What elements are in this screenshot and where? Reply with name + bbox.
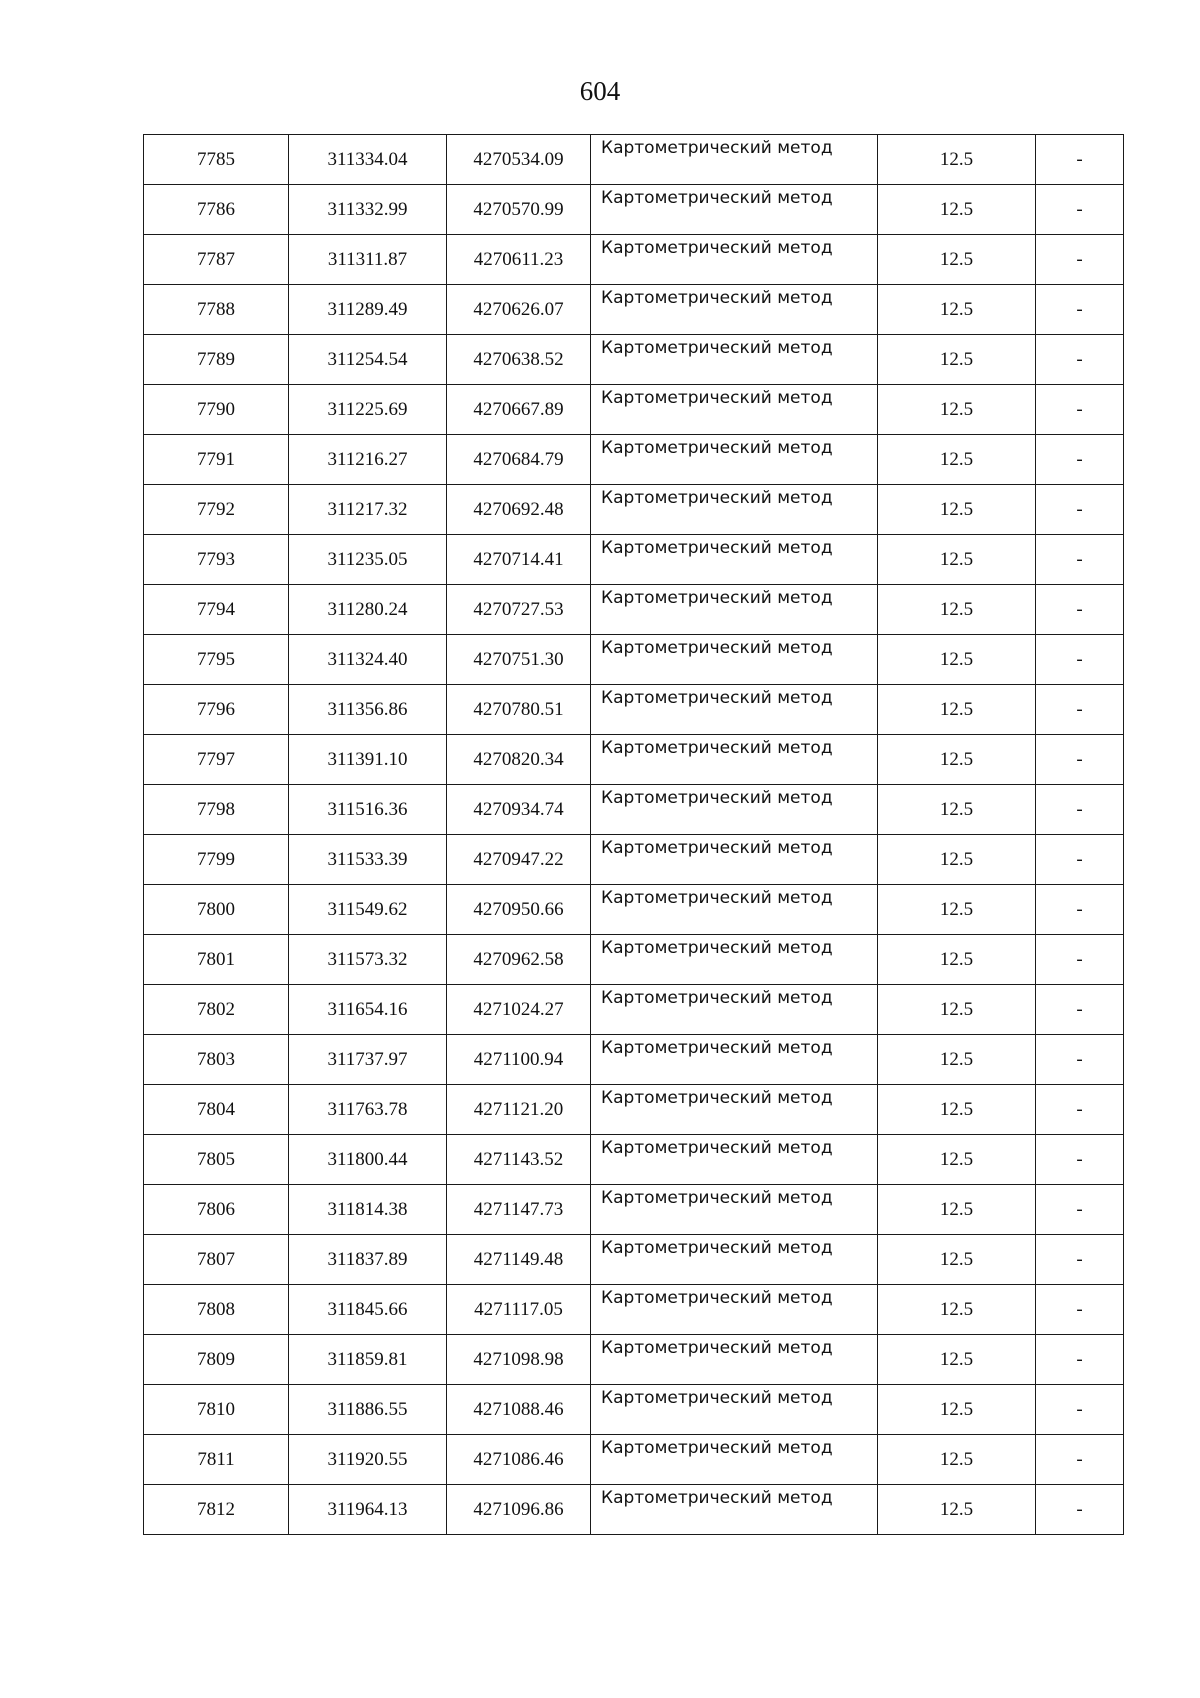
point-number-cell: 7803 bbox=[144, 1035, 289, 1085]
method-cell: Картометрический метод bbox=[591, 385, 878, 435]
method-cell: Картометрический метод bbox=[591, 1335, 878, 1385]
table-row bbox=[144, 885, 1124, 935]
point-number-cell: 7786 bbox=[144, 185, 289, 235]
accuracy-cell: 12.5 bbox=[878, 285, 1036, 335]
y-coordinate-cell: 4270684.79 bbox=[447, 435, 591, 485]
y-coordinate-cell: 4270611.23 bbox=[447, 235, 591, 285]
note-cell: - bbox=[1036, 935, 1124, 985]
y-coordinate-cell: 4270950.66 bbox=[447, 885, 591, 935]
point-number-cell: 7799 bbox=[144, 835, 289, 885]
y-coordinate-cell: 4270934.74 bbox=[447, 785, 591, 835]
accuracy-cell: 12.5 bbox=[878, 685, 1036, 735]
table-row bbox=[144, 835, 1124, 885]
point-number-cell: 7798 bbox=[144, 785, 289, 835]
y-coordinate-cell: 4271086.46 bbox=[447, 1435, 591, 1485]
method-cell: Картометрический метод bbox=[591, 1135, 878, 1185]
y-coordinate-cell: 4271088.46 bbox=[447, 1385, 591, 1435]
point-number-cell: 7807 bbox=[144, 1235, 289, 1285]
y-coordinate-cell: 4270626.07 bbox=[447, 285, 591, 335]
note-cell: - bbox=[1036, 335, 1124, 385]
table-row bbox=[144, 185, 1124, 235]
x-coordinate-cell: 311217.32 bbox=[289, 485, 447, 535]
note-cell: - bbox=[1036, 435, 1124, 485]
x-coordinate-cell: 311533.39 bbox=[289, 835, 447, 885]
point-number-cell: 7800 bbox=[144, 885, 289, 935]
y-coordinate-cell: 4270570.99 bbox=[447, 185, 591, 235]
accuracy-cell: 12.5 bbox=[878, 885, 1036, 935]
method-cell: Картометрический метод bbox=[591, 335, 878, 385]
method-cell: Картометрический метод bbox=[591, 1035, 878, 1085]
note-cell: - bbox=[1036, 785, 1124, 835]
y-coordinate-cell: 4270727.53 bbox=[447, 585, 591, 635]
note-cell: - bbox=[1036, 685, 1124, 735]
point-number-cell: 7808 bbox=[144, 1285, 289, 1335]
table-row bbox=[144, 1285, 1124, 1335]
x-coordinate-cell: 311920.55 bbox=[289, 1435, 447, 1485]
y-coordinate-cell: 4270751.30 bbox=[447, 635, 591, 685]
accuracy-cell: 12.5 bbox=[878, 485, 1036, 535]
point-number-cell: 7801 bbox=[144, 935, 289, 985]
method-cell: Картометрический метод bbox=[591, 1235, 878, 1285]
table-row bbox=[144, 1035, 1124, 1085]
accuracy-cell: 12.5 bbox=[878, 985, 1036, 1035]
table-row bbox=[144, 485, 1124, 535]
x-coordinate-cell: 311859.81 bbox=[289, 1335, 447, 1385]
note-cell: - bbox=[1036, 1135, 1124, 1185]
method-cell: Картометрический метод bbox=[591, 785, 878, 835]
note-cell: - bbox=[1036, 1485, 1124, 1535]
note-cell: - bbox=[1036, 1235, 1124, 1285]
x-coordinate-cell: 311737.97 bbox=[289, 1035, 447, 1085]
note-cell: - bbox=[1036, 635, 1124, 685]
point-number-cell: 7791 bbox=[144, 435, 289, 485]
accuracy-cell: 12.5 bbox=[878, 535, 1036, 585]
method-cell: Картометрический метод bbox=[591, 435, 878, 485]
x-coordinate-cell: 311837.89 bbox=[289, 1235, 447, 1285]
y-coordinate-cell: 4270667.89 bbox=[447, 385, 591, 435]
y-coordinate-cell: 4270714.41 bbox=[447, 535, 591, 585]
method-cell: Картометрический метод bbox=[591, 585, 878, 635]
table-row bbox=[144, 1485, 1124, 1535]
y-coordinate-cell: 4270692.48 bbox=[447, 485, 591, 535]
table-row bbox=[144, 585, 1124, 635]
accuracy-cell: 12.5 bbox=[878, 1235, 1036, 1285]
table-row bbox=[144, 435, 1124, 485]
table-row bbox=[144, 1235, 1124, 1285]
accuracy-cell: 12.5 bbox=[878, 585, 1036, 635]
x-coordinate-cell: 311964.13 bbox=[289, 1485, 447, 1535]
accuracy-cell: 12.5 bbox=[878, 235, 1036, 285]
accuracy-cell: 12.5 bbox=[878, 1335, 1036, 1385]
point-number-cell: 7810 bbox=[144, 1385, 289, 1435]
note-cell: - bbox=[1036, 735, 1124, 785]
y-coordinate-cell: 4271143.52 bbox=[447, 1135, 591, 1185]
point-number-cell: 7804 bbox=[144, 1085, 289, 1135]
accuracy-cell: 12.5 bbox=[878, 735, 1036, 785]
point-number-cell: 7811 bbox=[144, 1435, 289, 1485]
x-coordinate-cell: 311886.55 bbox=[289, 1385, 447, 1435]
point-number-cell: 7787 bbox=[144, 235, 289, 285]
accuracy-cell: 12.5 bbox=[878, 185, 1036, 235]
accuracy-cell: 12.5 bbox=[878, 335, 1036, 385]
table-row bbox=[144, 135, 1124, 185]
point-number-cell: 7794 bbox=[144, 585, 289, 635]
accuracy-cell: 12.5 bbox=[878, 135, 1036, 185]
table-row bbox=[144, 635, 1124, 685]
point-number-cell: 7805 bbox=[144, 1135, 289, 1185]
table-row bbox=[144, 685, 1124, 735]
y-coordinate-cell: 4270638.52 bbox=[447, 335, 591, 385]
note-cell: - bbox=[1036, 285, 1124, 335]
x-coordinate-cell: 311516.36 bbox=[289, 785, 447, 835]
point-number-cell: 7792 bbox=[144, 485, 289, 535]
table-row bbox=[144, 385, 1124, 435]
accuracy-cell: 12.5 bbox=[878, 1485, 1036, 1535]
method-cell: Картометрический метод bbox=[591, 1185, 878, 1235]
accuracy-cell: 12.5 bbox=[878, 1385, 1036, 1435]
note-cell: - bbox=[1036, 185, 1124, 235]
accuracy-cell: 12.5 bbox=[878, 635, 1036, 685]
x-coordinate-cell: 311235.05 bbox=[289, 535, 447, 585]
note-cell: - bbox=[1036, 135, 1124, 185]
note-cell: - bbox=[1036, 985, 1124, 1035]
note-cell: - bbox=[1036, 885, 1124, 935]
accuracy-cell: 12.5 bbox=[878, 1435, 1036, 1485]
x-coordinate-cell: 311254.54 bbox=[289, 335, 447, 385]
point-number-cell: 7806 bbox=[144, 1185, 289, 1235]
point-number-cell: 7812 bbox=[144, 1485, 289, 1535]
note-cell: - bbox=[1036, 1285, 1124, 1335]
note-cell: - bbox=[1036, 1185, 1124, 1235]
table-row bbox=[144, 1185, 1124, 1235]
table-row bbox=[144, 735, 1124, 785]
point-number-cell: 7796 bbox=[144, 685, 289, 735]
coordinates-table bbox=[143, 134, 1124, 1535]
method-cell: Картометрический метод bbox=[591, 485, 878, 535]
x-coordinate-cell: 311573.32 bbox=[289, 935, 447, 985]
method-cell: Картометрический метод bbox=[591, 535, 878, 585]
method-cell: Картометрический метод bbox=[591, 185, 878, 235]
x-coordinate-cell: 311280.24 bbox=[289, 585, 447, 635]
note-cell: - bbox=[1036, 1435, 1124, 1485]
x-coordinate-cell: 311814.38 bbox=[289, 1185, 447, 1235]
method-cell: Картометрический метод bbox=[591, 1085, 878, 1135]
x-coordinate-cell: 311334.04 bbox=[289, 135, 447, 185]
coordinates-table-body bbox=[144, 135, 1124, 1535]
y-coordinate-cell: 4270947.22 bbox=[447, 835, 591, 885]
point-number-cell: 7785 bbox=[144, 135, 289, 185]
y-coordinate-cell: 4270534.09 bbox=[447, 135, 591, 185]
method-cell: Картометрический метод bbox=[591, 235, 878, 285]
accuracy-cell: 12.5 bbox=[878, 385, 1036, 435]
x-coordinate-cell: 311549.62 bbox=[289, 885, 447, 935]
table-row bbox=[144, 985, 1124, 1035]
point-number-cell: 7790 bbox=[144, 385, 289, 435]
y-coordinate-cell: 4271096.86 bbox=[447, 1485, 591, 1535]
point-number-cell: 7789 bbox=[144, 335, 289, 385]
note-cell: - bbox=[1036, 235, 1124, 285]
method-cell: Картометрический метод bbox=[591, 1485, 878, 1535]
table-row bbox=[144, 335, 1124, 385]
method-cell: Картометрический метод bbox=[591, 885, 878, 935]
page-number: 604 bbox=[579, 76, 621, 106]
note-cell: - bbox=[1036, 585, 1124, 635]
y-coordinate-cell: 4271024.27 bbox=[447, 985, 591, 1035]
table-row bbox=[144, 535, 1124, 585]
note-cell: - bbox=[1036, 385, 1124, 435]
point-number-cell: 7809 bbox=[144, 1335, 289, 1385]
point-number-cell: 7793 bbox=[144, 535, 289, 585]
note-cell: - bbox=[1036, 1035, 1124, 1085]
table-row bbox=[144, 1085, 1124, 1135]
note-cell: - bbox=[1036, 535, 1124, 585]
point-number-cell: 7797 bbox=[144, 735, 289, 785]
table-row bbox=[144, 1435, 1124, 1485]
x-coordinate-cell: 311356.86 bbox=[289, 685, 447, 735]
accuracy-cell: 12.5 bbox=[878, 1285, 1036, 1335]
note-cell: - bbox=[1036, 1385, 1124, 1435]
accuracy-cell: 12.5 bbox=[878, 1035, 1036, 1085]
table-row bbox=[144, 235, 1124, 285]
x-coordinate-cell: 311324.40 bbox=[289, 635, 447, 685]
point-number-cell: 7802 bbox=[144, 985, 289, 1035]
method-cell: Картометрический метод bbox=[591, 735, 878, 785]
accuracy-cell: 12.5 bbox=[878, 1135, 1036, 1185]
note-cell: - bbox=[1036, 835, 1124, 885]
point-number-cell: 7795 bbox=[144, 635, 289, 685]
method-cell: Картометрический метод bbox=[591, 135, 878, 185]
x-coordinate-cell: 311332.99 bbox=[289, 185, 447, 235]
y-coordinate-cell: 4271147.73 bbox=[447, 1185, 591, 1235]
y-coordinate-cell: 4271098.98 bbox=[447, 1335, 591, 1385]
x-coordinate-cell: 311225.69 bbox=[289, 385, 447, 435]
method-cell: Картометрический метод bbox=[591, 835, 878, 885]
method-cell: Картометрический метод bbox=[591, 635, 878, 685]
x-coordinate-cell: 311311.87 bbox=[289, 235, 447, 285]
y-coordinate-cell: 4270820.34 bbox=[447, 735, 591, 785]
x-coordinate-cell: 311763.78 bbox=[289, 1085, 447, 1135]
x-coordinate-cell: 311289.49 bbox=[289, 285, 447, 335]
accuracy-cell: 12.5 bbox=[878, 1185, 1036, 1235]
method-cell: Картометрический метод bbox=[591, 1285, 878, 1335]
method-cell: Картометрический метод bbox=[591, 1435, 878, 1485]
table-row bbox=[144, 935, 1124, 985]
method-cell: Картометрический метод bbox=[591, 685, 878, 735]
method-cell: Картометрический метод bbox=[591, 935, 878, 985]
y-coordinate-cell: 4271121.20 bbox=[447, 1085, 591, 1135]
point-number-cell: 7788 bbox=[144, 285, 289, 335]
y-coordinate-cell: 4271149.48 bbox=[447, 1235, 591, 1285]
accuracy-cell: 12.5 bbox=[878, 785, 1036, 835]
x-coordinate-cell: 311654.16 bbox=[289, 985, 447, 1035]
accuracy-cell: 12.5 bbox=[878, 435, 1036, 485]
y-coordinate-cell: 4270780.51 bbox=[447, 685, 591, 735]
accuracy-cell: 12.5 bbox=[878, 835, 1036, 885]
table-row bbox=[144, 1335, 1124, 1385]
method-cell: Картометрический метод bbox=[591, 1385, 878, 1435]
x-coordinate-cell: 311800.44 bbox=[289, 1135, 447, 1185]
table-row bbox=[144, 285, 1124, 335]
y-coordinate-cell: 4270962.58 bbox=[447, 935, 591, 985]
method-cell: Картометрический метод bbox=[591, 985, 878, 1035]
x-coordinate-cell: 311216.27 bbox=[289, 435, 447, 485]
table-row bbox=[144, 785, 1124, 835]
note-cell: - bbox=[1036, 1085, 1124, 1135]
table-row bbox=[144, 1385, 1124, 1435]
y-coordinate-cell: 4271117.05 bbox=[447, 1285, 591, 1335]
note-cell: - bbox=[1036, 1335, 1124, 1385]
accuracy-cell: 12.5 bbox=[878, 1085, 1036, 1135]
table-row bbox=[144, 1135, 1124, 1185]
x-coordinate-cell: 311391.10 bbox=[289, 735, 447, 785]
y-coordinate-cell: 4271100.94 bbox=[447, 1035, 591, 1085]
note-cell: - bbox=[1036, 485, 1124, 535]
x-coordinate-cell: 311845.66 bbox=[289, 1285, 447, 1335]
accuracy-cell: 12.5 bbox=[878, 935, 1036, 985]
method-cell: Картометрический метод bbox=[591, 285, 878, 335]
